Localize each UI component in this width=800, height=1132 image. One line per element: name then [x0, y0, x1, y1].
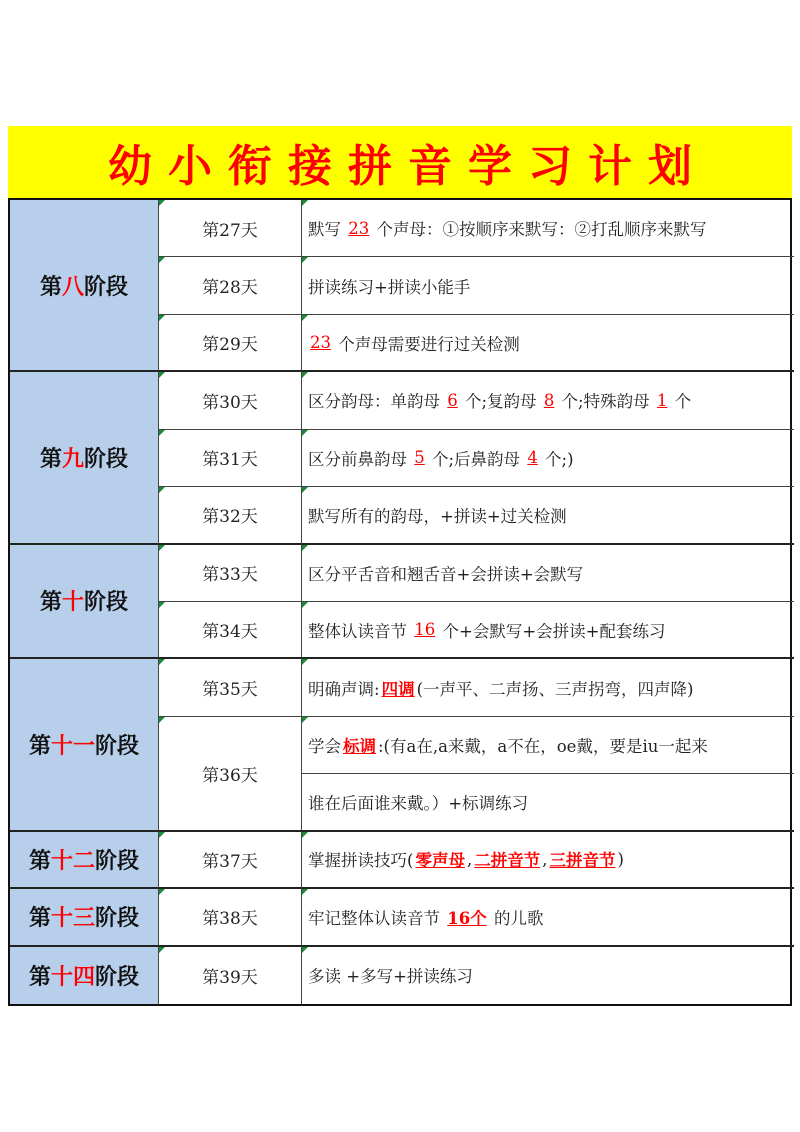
task-text: 个+会默写+会拼读+配套练习 — [437, 621, 666, 641]
task-text: 个;) — [539, 449, 574, 469]
highlight-text: 8 — [543, 390, 555, 410]
page-title: 幼小衔接拼音学习计划 — [108, 141, 708, 192]
stage-prefix: 第 — [28, 906, 51, 932]
stage-cell — [10, 832, 159, 889]
day-cell: 第35天 — [159, 659, 302, 716]
task-text: , — [542, 849, 548, 869]
task-text: 明确声调: — [308, 679, 380, 699]
task-text: (一声平、二声扬、三声拐弯，四声降) — [416, 679, 694, 699]
day-cell: 第33天 — [159, 545, 302, 602]
task-text: 区分平舌音和翘舌音+会拼读+会默写 — [308, 564, 584, 584]
task-text: 谁在后面谁来戴。）+标调练习 — [308, 793, 529, 813]
task-text: 个;特殊韵母 — [556, 392, 655, 412]
task-cell — [302, 659, 794, 716]
task-text: 区分前鼻韵母 — [308, 449, 413, 469]
day-cell: 第29天 — [159, 315, 302, 372]
stage-cell — [10, 659, 159, 831]
highlight-text: 1 — [656, 390, 668, 410]
task-text: 默写 — [308, 220, 347, 240]
stage-prefix: 第 — [28, 964, 51, 990]
stage-cell — [10, 889, 159, 946]
task-cell — [302, 315, 794, 372]
stage-suffix: 阶段 — [95, 734, 140, 760]
highlight-text: 16个 — [447, 908, 487, 928]
highlight-text: 二拼音节 — [474, 851, 541, 871]
task-cell — [302, 257, 794, 314]
highlight-text: 5 — [414, 448, 425, 468]
stage-number: 九 — [61, 446, 84, 472]
day-cell: 第31天 — [159, 430, 302, 487]
title-banner — [8, 126, 792, 198]
task-text: 掌握拼读技巧( — [308, 851, 414, 871]
task-text: 拼读练习+拼读小能手 — [308, 277, 471, 297]
highlight-text: 16 — [414, 620, 436, 640]
stage-prefix: 第 — [28, 848, 51, 874]
task-text: :(有a在,a来戴，a不在，oe戴，要是iu一起来 — [378, 737, 708, 757]
task-cell — [302, 372, 794, 429]
stage-number: 十一 — [50, 734, 95, 760]
highlight-text: 零声母 — [415, 851, 465, 871]
task-cell — [302, 602, 794, 659]
stage-prefix: 第 — [39, 274, 62, 300]
day-cell: 第36天 — [159, 717, 302, 832]
highlight-text: 6 — [447, 390, 458, 410]
task-text: 个声母：①按顺序来默写：②打乱顺序来默写 — [371, 220, 707, 240]
day-cell: 第32天 — [159, 487, 302, 544]
task-cell — [302, 200, 794, 257]
stage-number: 十四 — [50, 964, 95, 990]
stage-suffix: 阶段 — [84, 274, 129, 300]
task-text: 多读 +多写+拼读练习 — [308, 967, 473, 987]
day-cell: 第28天 — [159, 257, 302, 314]
task-text: 个;复韵母 — [459, 392, 542, 412]
day-cell: 第39天 — [159, 947, 302, 1004]
day-cell: 第38天 — [159, 889, 302, 946]
task-text: 个声母需要进行过关检测 — [333, 334, 520, 354]
stage-prefix: 第 — [39, 446, 62, 472]
stage-number: 十二 — [50, 848, 95, 874]
task-text: 区分韵母：单韵母 — [308, 392, 446, 412]
task-text: 个 — [669, 392, 692, 412]
task-text: 的儿歌 — [488, 908, 544, 928]
stage-suffix: 阶段 — [84, 446, 129, 472]
highlight-text: 三拼音节 — [549, 851, 616, 871]
task-cell — [302, 487, 794, 544]
task-text: 默写所有的韵母，+拼读+过关检测 — [308, 506, 567, 526]
task-text: 整体认读音节 — [308, 621, 413, 641]
highlight-text: 4 — [527, 448, 538, 468]
task-cell — [302, 889, 794, 946]
task-text: 个;后鼻韵母 — [426, 449, 526, 469]
task-cell — [302, 947, 794, 1004]
stage-prefix: 第 — [28, 734, 51, 760]
stage-number: 十三 — [50, 906, 95, 932]
highlight-text: 标调 — [343, 737, 376, 757]
task-text: , — [466, 849, 473, 869]
stage-cell — [10, 545, 159, 660]
task-cell — [302, 430, 794, 487]
task-cell — [302, 832, 794, 889]
task-cell — [302, 717, 794, 774]
stage-number: 八 — [61, 274, 84, 300]
task-cell — [302, 774, 794, 831]
day-cell: 第34天 — [159, 602, 302, 659]
highlight-text: 四调 — [381, 679, 415, 699]
day-cell: 第30天 — [159, 372, 302, 429]
stage-cell — [10, 200, 159, 372]
stage-suffix: 阶段 — [95, 848, 140, 874]
day-cell: 第27天 — [159, 200, 302, 257]
task-cell — [302, 545, 794, 602]
task-text: ) — [617, 849, 624, 869]
highlight-text: 23 — [348, 218, 370, 238]
stage-cell — [10, 947, 159, 1004]
plan-table — [8, 198, 792, 1006]
stage-number: 十 — [61, 590, 84, 616]
stage-suffix: 阶段 — [95, 964, 140, 990]
highlight-text: 23 — [310, 333, 331, 353]
stage-prefix: 第 — [39, 590, 62, 616]
stage-suffix: 阶段 — [84, 590, 129, 616]
task-text: 牢记整体认读音节 — [308, 908, 446, 928]
stage-cell — [10, 372, 159, 544]
day-cell: 第37天 — [159, 832, 302, 889]
task-text: 学会 — [308, 737, 341, 757]
stage-suffix: 阶段 — [95, 906, 140, 932]
